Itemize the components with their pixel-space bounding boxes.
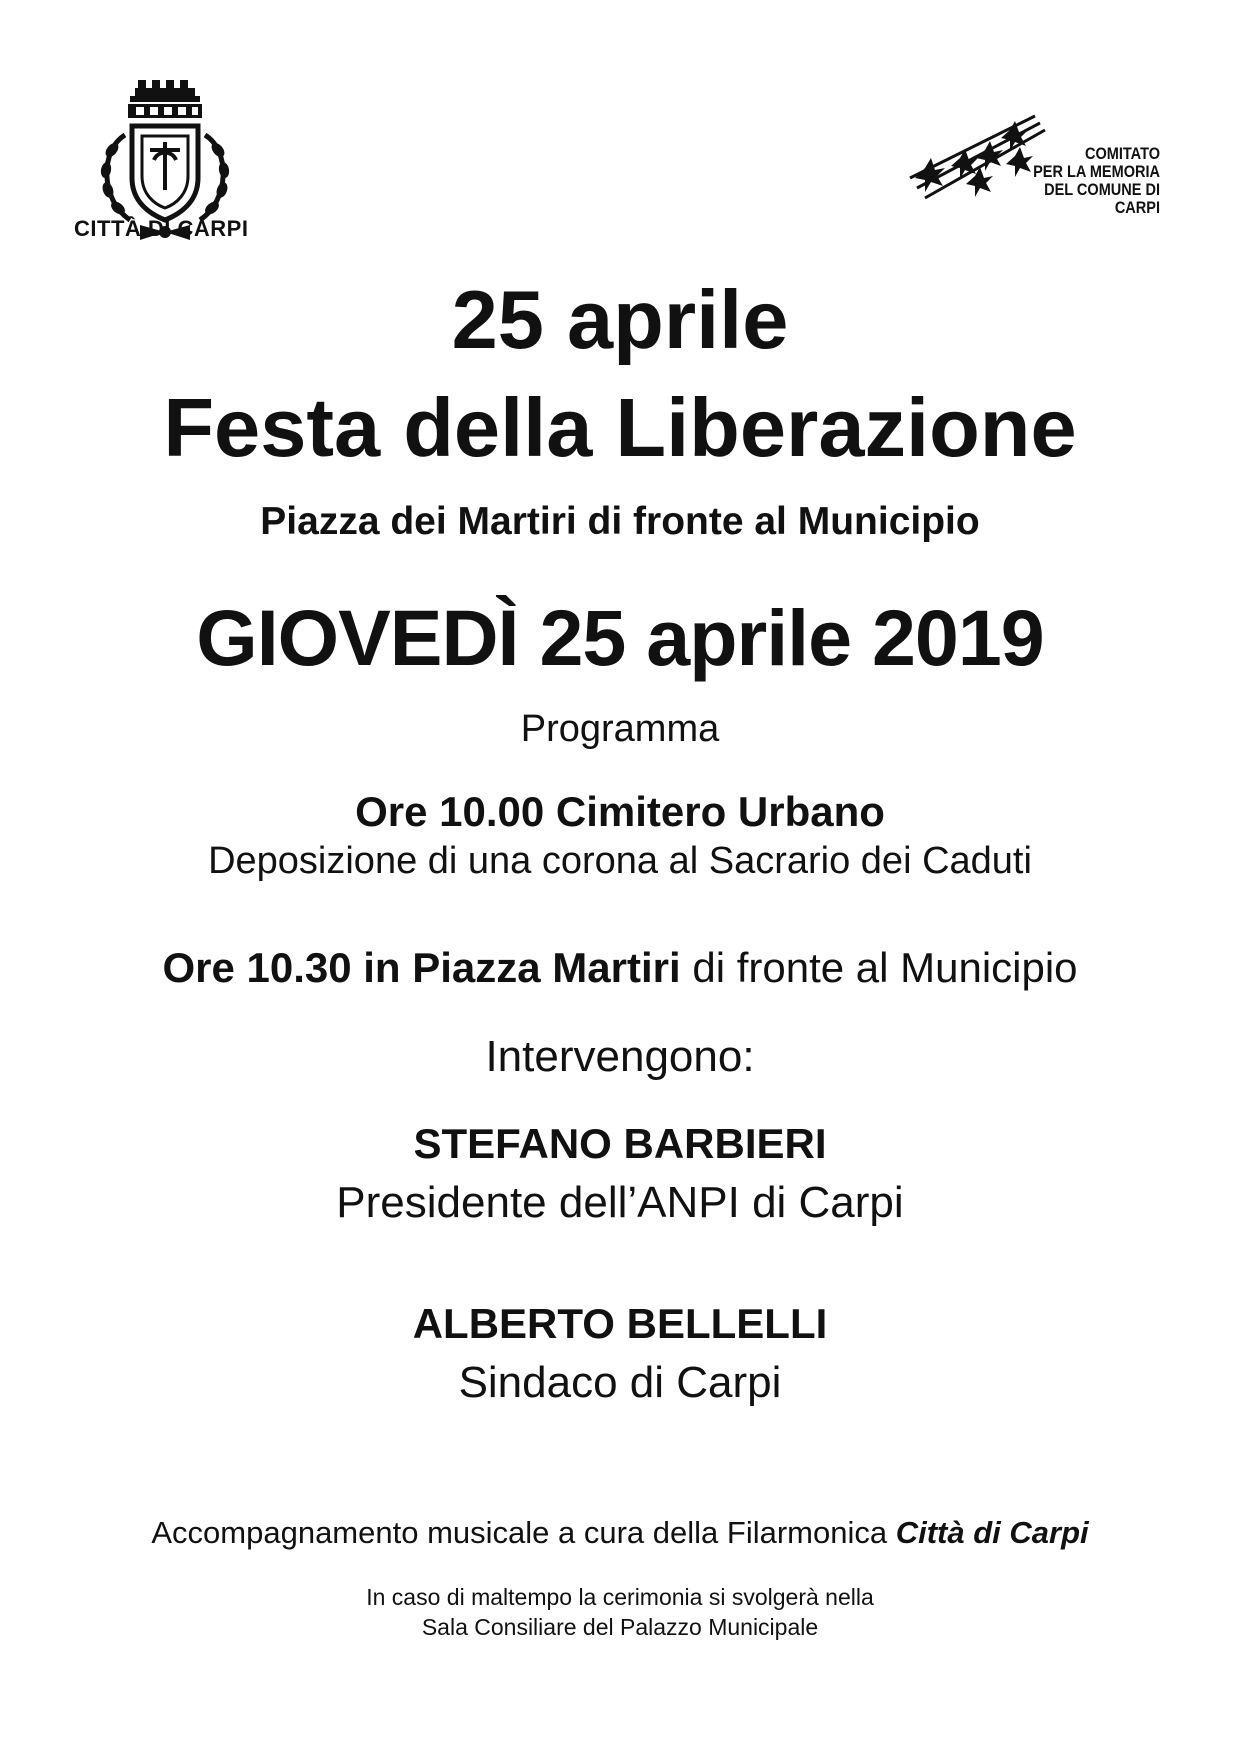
program-item-2-title-rest: di fronte al Municipio [680, 944, 1078, 991]
speaker-2-role: Sindaco di Carpi [458, 1358, 782, 1407]
music-note-prefix: Accompagnamento musicale a cura della Filarmonica [151, 1515, 896, 1550]
event-location: Piazza dei Martiri di fronte al Municipio [260, 500, 980, 543]
speaker-1-role: Presidente dell’ANPI di Carpi [336, 1178, 904, 1227]
title-festival-name: Festa della Liberazione [163, 381, 1077, 474]
memory-committee-logo-text [1028, 145, 1160, 217]
speaker-2-name: ALBERTO BELLELLI [412, 1300, 828, 1347]
city-logo-caption: CITTÀ DI CARPI [74, 216, 249, 241]
program-item-1-description: Deposizione di una corona al Sacrario dei Caduti [208, 840, 1032, 882]
logo-text-line-1: COMITATO [1084, 145, 1160, 163]
program-heading: Programma [520, 708, 720, 750]
music-accompaniment-note [0, 1515, 1240, 1551]
program-item-1-title: Ore 10.00 Cimitero Urbano [355, 788, 885, 835]
logo-text-line-2: PER LA MEMORIA [1033, 163, 1160, 181]
title-date-line: 25 aprile [451, 273, 789, 366]
speakers-heading: Intervengono: [485, 1032, 755, 1081]
music-band-name: Città di Carpi [895, 1515, 1089, 1550]
event-full-date: GIOVEDÌ 25 aprile 2019 [196, 593, 1044, 682]
logo-text-line-3: DEL COMUNE DI CARPI [1044, 181, 1160, 217]
program-item-2-title-bold: Ore 10.30 in Piazza Martiri [162, 944, 681, 991]
program-item-2-title [0, 944, 1240, 992]
speaker-1-name: STEFANO BARBIERI [413, 1120, 827, 1167]
bad-weather-note-line-1: In caso di maltempo la cerimonia si svolgerà nella [366, 1584, 874, 1610]
bad-weather-note-line-2: Sala Consiliare del Palazzo Municipale [421, 1614, 819, 1640]
